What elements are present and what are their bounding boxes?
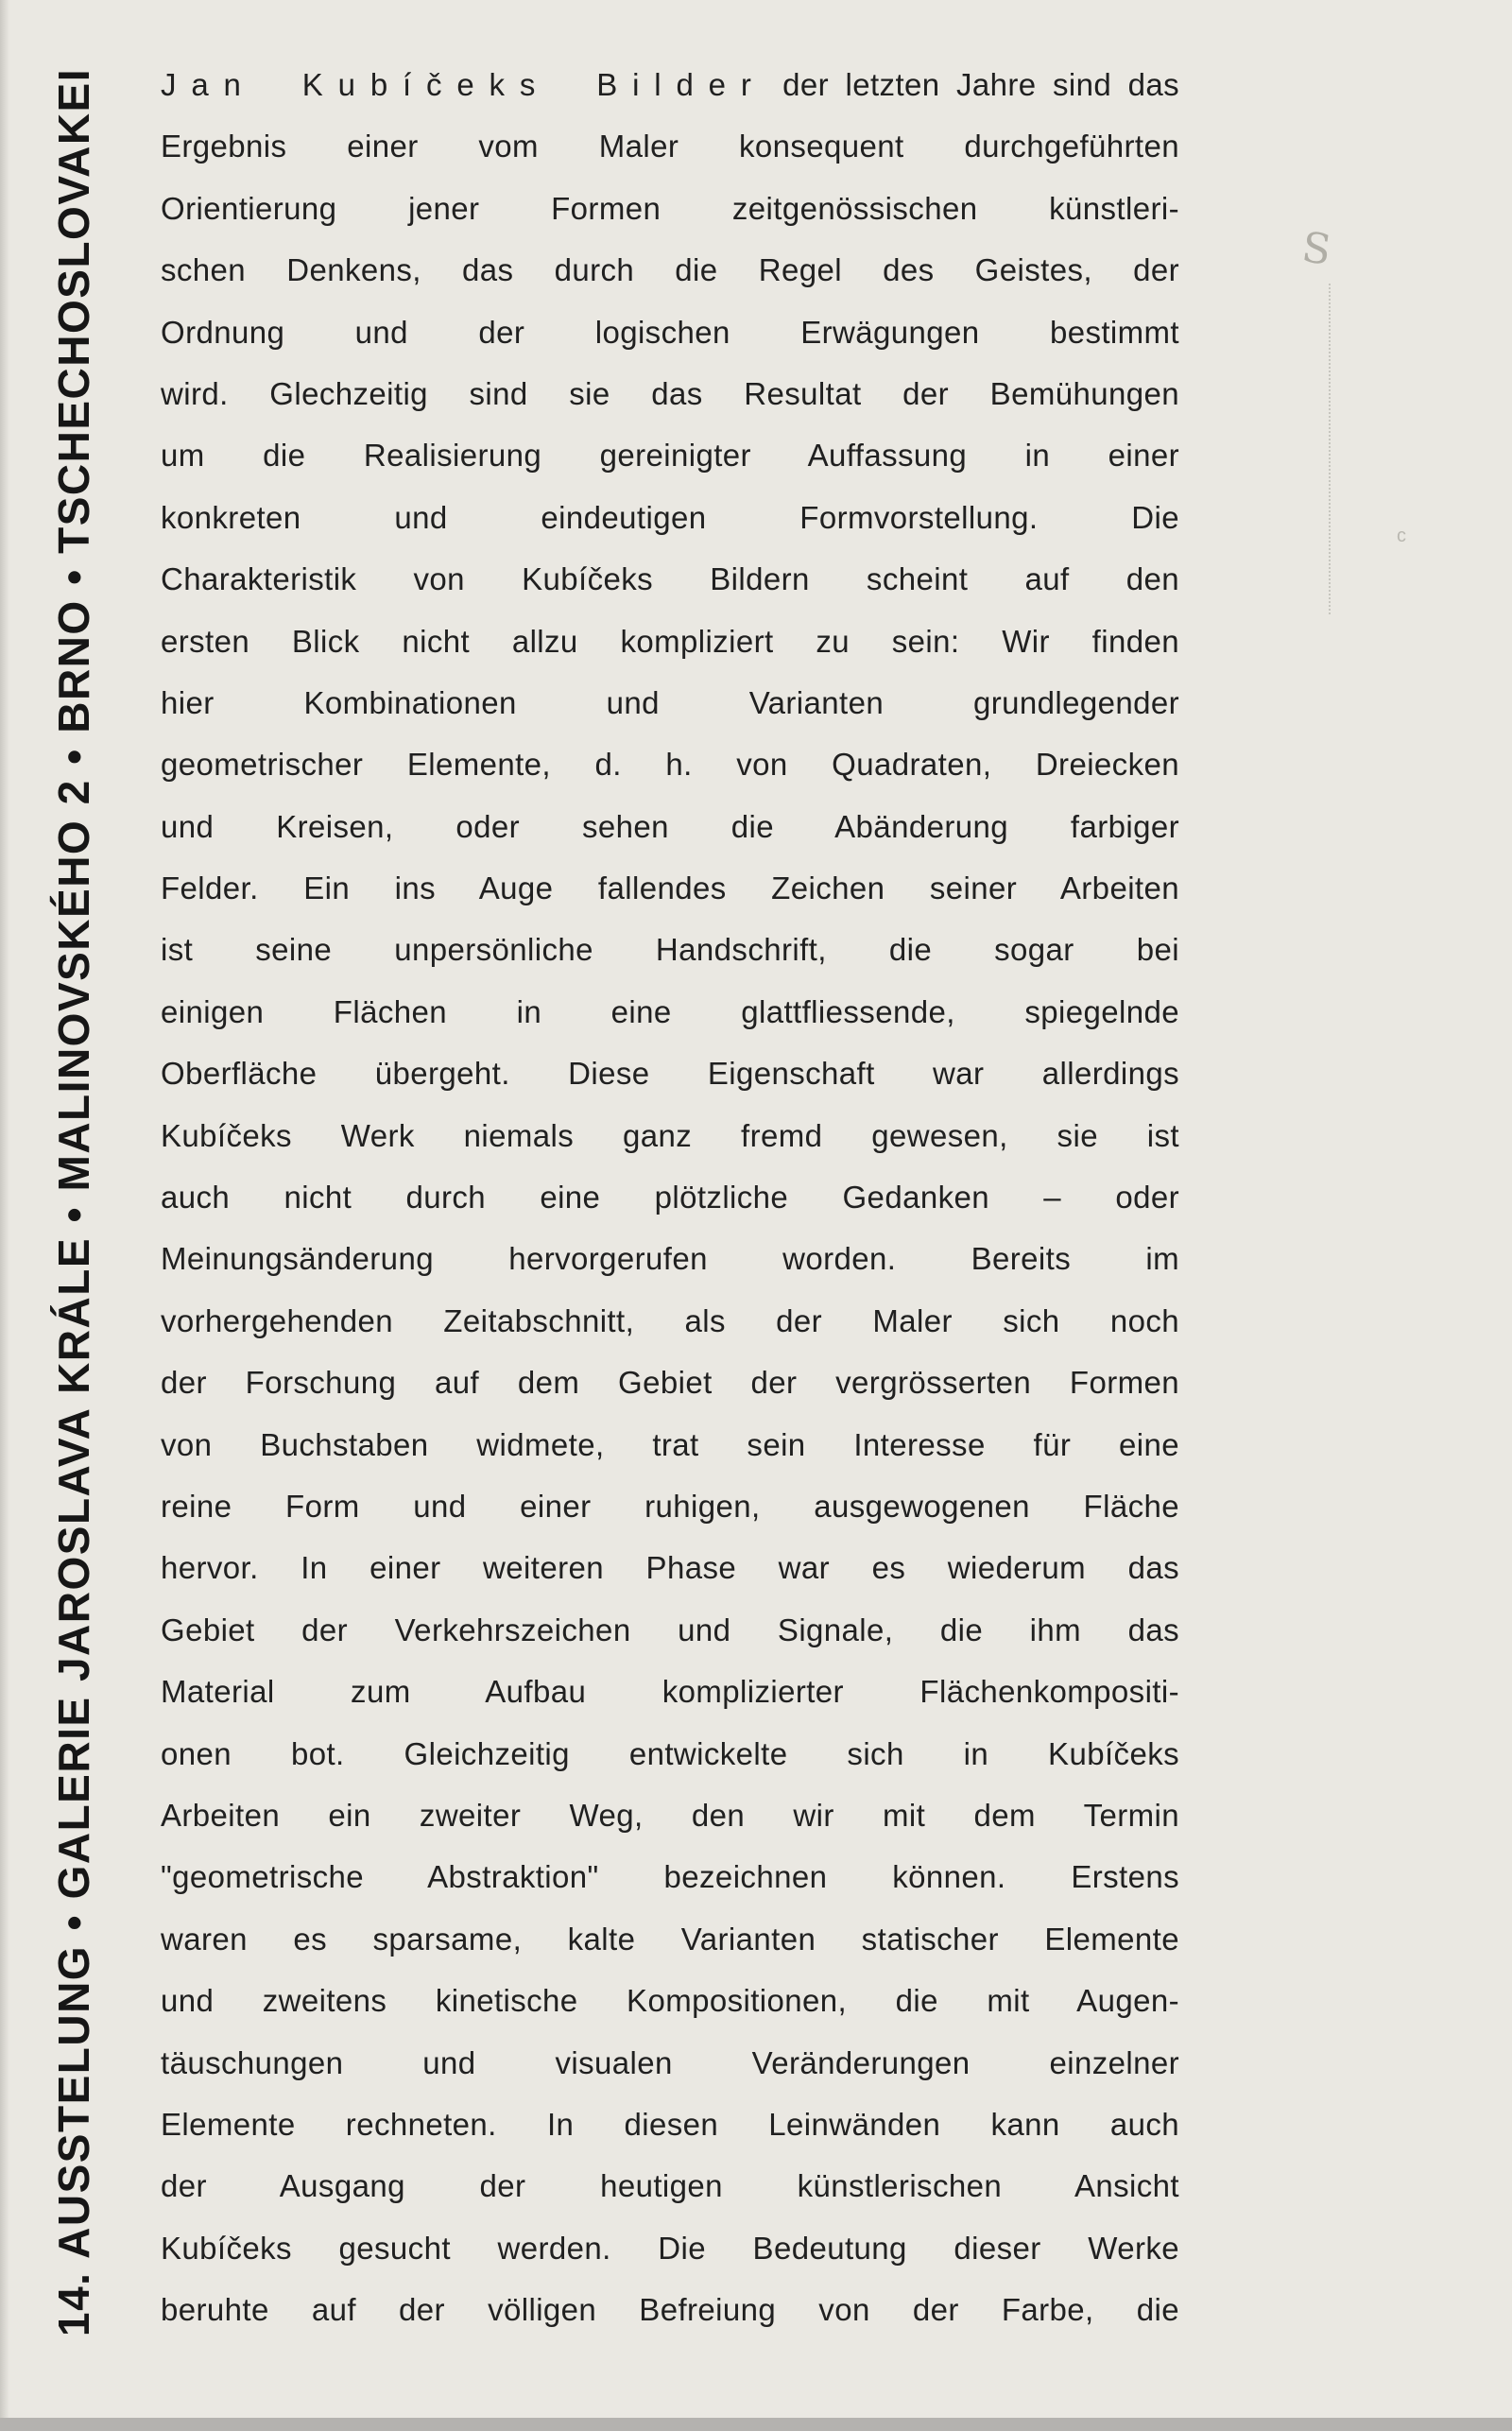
text-line: ersten Blick nicht allzu kompliziert zu sein: Wir finden: [161, 623, 1179, 659]
text-lines: [161, 115, 1179, 2340]
text-line: Arbeiten ein zweiter Weg, den wir mit dem Termin: [161, 1797, 1179, 1833]
text-line: Ordnung und der logischen Erwägungen bestimmt: [161, 314, 1179, 350]
text-line: um die Realisierung gereinigter Auffassung in einer: [161, 438, 1179, 474]
text-line: wird. Glechzeitig sind sie das Resultat der Bemühungen: [161, 375, 1179, 411]
text-line: vorhergehenden Zeitabschnitt, als der Maler sich noch: [161, 1302, 1179, 1338]
text-line: waren es sparsame, kalte Varianten statischer Elemente: [161, 1921, 1179, 1957]
text-line: und Kreisen, oder sehen die Abänderung farbiger: [161, 808, 1179, 844]
pencil-mark-s: S: [1298, 223, 1334, 275]
text-line: geometrischer Elemente, d. h. von Quadraten, Dreiecken: [161, 747, 1179, 783]
text-line: beruhte auf der völligen Befreiung von der Farbe, die: [161, 2292, 1179, 2328]
text-line: reine Form und einer ruhigen, ausgewogenen Fläche: [161, 1488, 1179, 1524]
text-line: Meinungsänderung hervorgerufen worden. Bereits im: [161, 1241, 1179, 1277]
scan-edge-shadow: [0, 0, 9, 2431]
text-line: hervor. In einer weiteren Phase war es wiederum das: [161, 1550, 1179, 1586]
text-line: Oberfläche übergeht. Diese Eigenschaft war allerdings: [161, 1056, 1179, 1092]
text-line: onen bot. Gleichzeitig entwickelte sich in Kubíčeks: [161, 1735, 1179, 1771]
text-line: "geometrische Abstraktion" bezeichnen können. Erstens: [161, 1859, 1179, 1895]
text-line-lead: [161, 54, 1179, 115]
text-line: Ergebnis einer vom Maler konsequent durchgeführten: [161, 129, 1179, 164]
text-line: der Ausgang der heutigen künstlerischen Ansicht: [161, 2168, 1179, 2204]
text-line: Gebiet der Verkehrszeichen und Signale, die ihm das: [161, 1612, 1179, 1647]
exhibition-vertical-title: 14. AUSSTELUNG • GALERIE JAROSLAVA KRÁLE • MALINOVSKÉHO 2 • BRNO • TSCHECHOSLOVAKEI: [49, 68, 98, 2336]
text-line: hier Kombinationen und Varianten grundlegender: [161, 684, 1179, 720]
lead-artist-name: Jan Kubíčeks Bilder: [161, 67, 766, 102]
pencil-mark-c: c: [1397, 526, 1406, 546]
scan-bottom-strip: [0, 2418, 1512, 2431]
lead-rest: der letzten Jahre sind das: [782, 67, 1179, 102]
text-line: Charakteristik von Kubíčeks Bildern scheint auf den: [161, 561, 1179, 597]
text-line: Orientierung jener Formen zeitgenössischen künstleri-: [161, 190, 1179, 226]
text-line: von Buchstaben widmete, trat sein Interesse für eine: [161, 1426, 1179, 1462]
text-line: konkreten und eindeutigen Formvorstellung. Die: [161, 499, 1179, 535]
body-text: [161, 54, 1179, 2340]
text-line: und zweitens kinetische Kompositionen, die mit Augen-: [161, 1983, 1179, 2019]
text-line: Kubíčeks Werk niemals ganz fremd gewesen, sie ist: [161, 1117, 1179, 1153]
text-line: einigen Flächen in eine glattfliessende, spiegelnde: [161, 993, 1179, 1029]
text-line: Kubíčeks gesucht werden. Die Bedeutung dieser Werke: [161, 2230, 1179, 2266]
text-line: der Forschung auf dem Gebiet der vergrösserten Formen: [161, 1365, 1179, 1401]
text-line: schen Denkens, das durch die Regel des Geistes, der: [161, 252, 1179, 288]
text-line: ist seine unpersönliche Handschrift, die sogar bei: [161, 932, 1179, 968]
text-line: täuschungen und visualen Veränderungen einzelner: [161, 2044, 1179, 2080]
text-line: Felder. Ein ins Auge fallendes Zeichen seiner Arbeiten: [161, 871, 1179, 906]
pencil-dotted-line: [1329, 284, 1331, 614]
text-line: auch nicht durch eine plötzliche Gedanken – oder: [161, 1180, 1179, 1216]
text-line: Material zum Aufbau komplizierter Flächenkompositi-: [161, 1674, 1179, 1710]
text-line: Elemente rechneten. In diesen Leinwänden kann auch: [161, 2106, 1179, 2142]
